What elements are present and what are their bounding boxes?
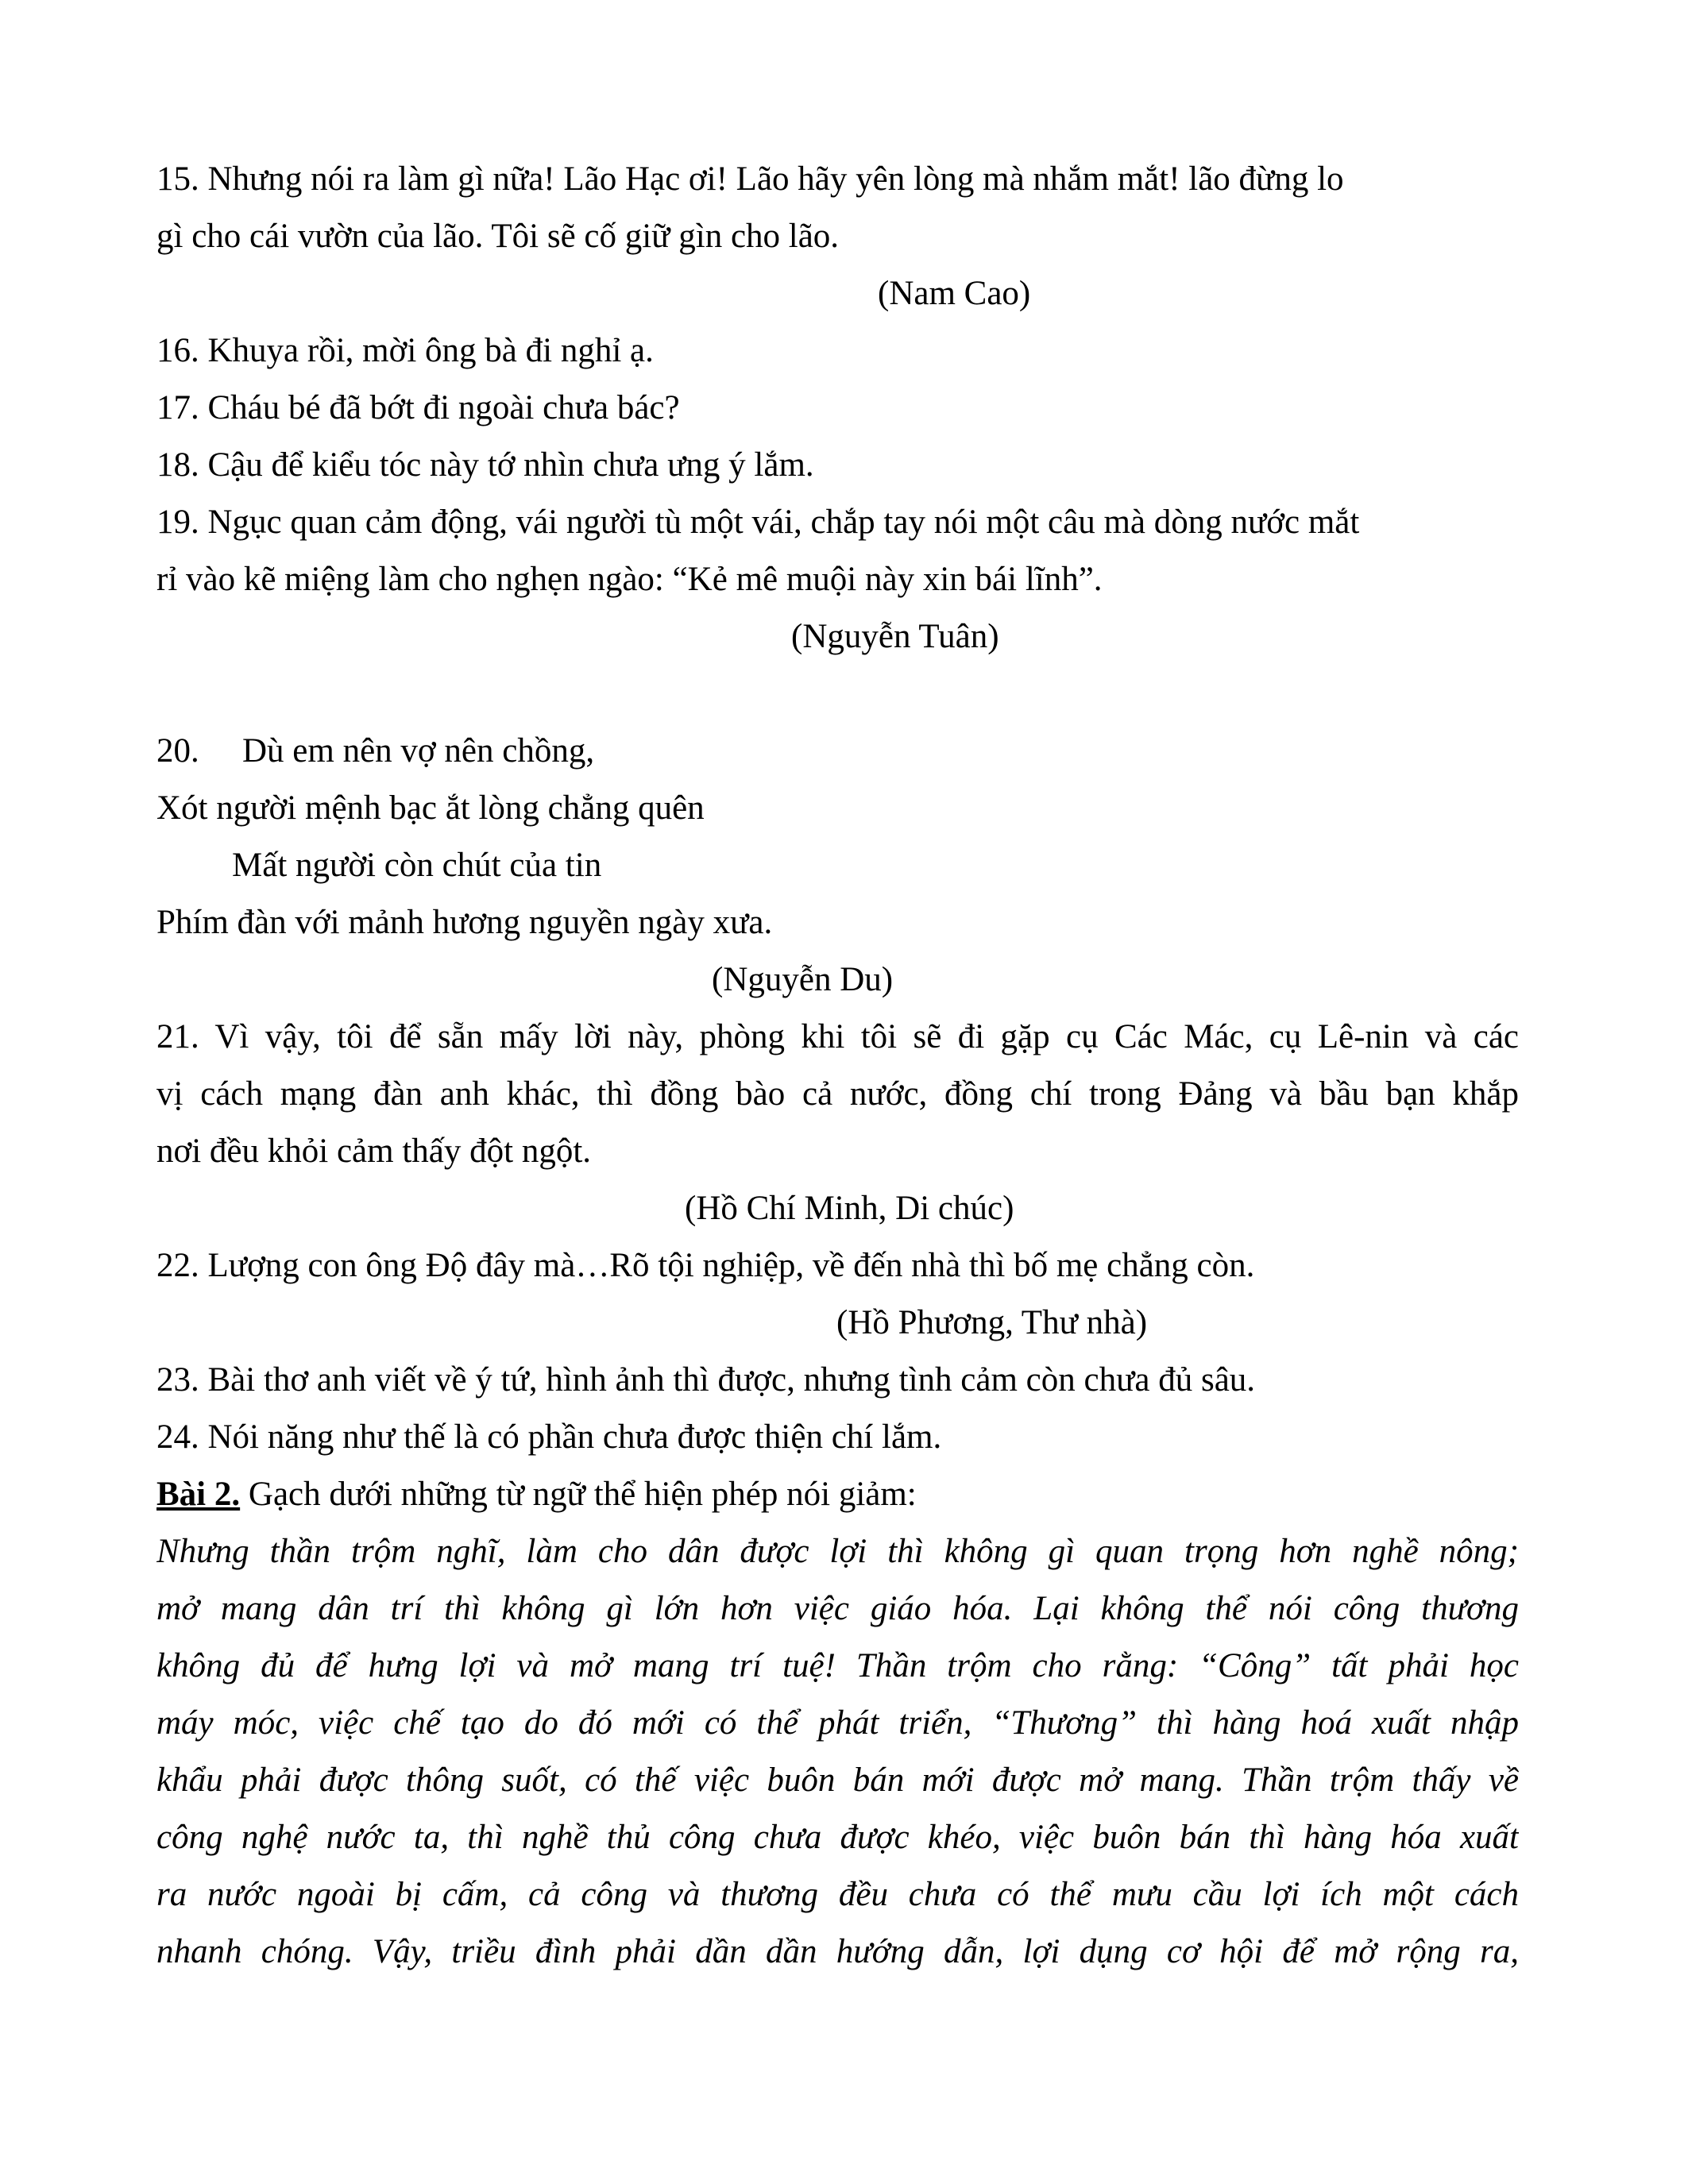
bai-2-instruction: Gạch dưới những từ ngữ thể hiện phép nói giảm: bbox=[248, 1476, 917, 1513]
item-21-line-1: 21. Vì vậy, tôi để sẵn mấy lời này, phòng khi tôi sẽ đi gặp cụ Các Mác, cụ Lê-nin và các bbox=[156, 1018, 1519, 1055]
item-20-number: 20. bbox=[156, 732, 199, 770]
item-21-line-2: vị cách mạng đàn anh khác, thì đồng bào cả nước, đồng chí trong Đảng và bầu bạn khắp bbox=[156, 1075, 1519, 1113]
item-24: 24. Nói năng như thế là có phần chưa được thiện chí lắm. bbox=[156, 1418, 942, 1456]
item-19-source: (Nguyễn Tuân) bbox=[791, 618, 999, 655]
item-16: 16. Khuya rồi, mời ông bà đi nghỉ ạ. bbox=[156, 332, 654, 369]
passage-line: khẩu phải được thông suốt, có thế việc buôn bán mới được mở mang. Thần trộm thấy về bbox=[156, 1761, 1519, 1799]
item-20-verse-4: Phím đàn với mảnh hương nguyền ngày xưa. bbox=[156, 904, 773, 941]
passage-line: công nghệ nước ta, thì nghề thủ công chưa được khéo, việc buôn bán thì hàng hóa xuất bbox=[156, 1819, 1519, 1856]
passage-line: Nhưng thần trộm nghĩ, làm cho dân được lợi thì không gì quan trọng hơn nghề nông; bbox=[156, 1533, 1519, 1570]
item-15-line-1: 15. Nhưng nói ra làm gì nữa! Lão Hạc ơi! Lão hãy yên lòng mà nhắm mắt! lão đừng lo bbox=[156, 160, 1344, 198]
bai-2-heading bbox=[156, 1466, 917, 1523]
item-23: 23. Bài thơ anh viết về ý tứ, hình ảnh thì được, nhưng tình cảm còn chưa đủ sâu. bbox=[156, 1361, 1256, 1399]
passage-line: máy móc, việc chế tạo do đó mới có thể phát triển, “Thương” thì hàng hoá xuất nhập bbox=[156, 1704, 1519, 1742]
item-17: 17. Cháu bé đã bớt đi ngoài chưa bác? bbox=[156, 389, 680, 426]
item-22-line-1: 22. Lượng con ông Độ đây mà…Rõ tội nghiệp, về đến nhà thì bố mẹ chẳng còn. bbox=[156, 1247, 1255, 1284]
passage-line: mở mang dân trí thì không gì lớn hơn việc giáo hóa. Lại không thể nói công thương bbox=[156, 1590, 1519, 1627]
item-18: 18. Cậu để kiểu tóc này tớ nhìn chưa ưng ý lắm. bbox=[156, 446, 814, 484]
item-20-verse-1: Dù em nên vợ nên chồng, bbox=[242, 732, 595, 770]
item-15-source: (Nam Cao) bbox=[878, 275, 1031, 312]
passage-line: không đủ để hưng lợi và mở mang trí tuệ! Thần trộm cho rằng: “Công” tất phải học bbox=[156, 1647, 1519, 1684]
passage-line: nhanh chóng. Vậy, triều đình phải dần dần hướng dẫn, lợi dụng cơ hội để mở rộng ra, bbox=[156, 1933, 1519, 1970]
item-20-verse-3: Mất người còn chút của tin bbox=[232, 847, 602, 884]
item-21-source: (Hồ Chí Minh, Di chúc) bbox=[685, 1190, 1014, 1227]
item-21-line-3: nơi đều khỏi cảm thấy đột ngột. bbox=[156, 1133, 592, 1170]
bai-2-label: Bài 2. bbox=[156, 1476, 241, 1513]
item-19-line-1: 19. Ngục quan cảm động, vái người tù một vái, chắp tay nói một câu mà dòng nước mắt bbox=[156, 504, 1360, 541]
item-20-source: (Nguyễn Du) bbox=[712, 961, 894, 998]
item-19-line-2: rỉ vào kẽ miệng làm cho nghẹn ngào: “Kẻ mê muội này xin bái lĩnh”. bbox=[156, 561, 1103, 598]
item-15-line-2: gì cho cái vườn của lão. Tôi sẽ cố giữ gìn cho lão. bbox=[156, 218, 840, 255]
item-20-verse-2: Xót người mệnh bạc ắt lòng chẳng quên bbox=[156, 789, 705, 827]
passage-line: ra nước ngoài bị cấm, cả công và thương đều chưa có thể mưu cầu lợi ích một cách bbox=[156, 1876, 1519, 1913]
item-22-source: (Hồ Phương, Thư nhà) bbox=[836, 1304, 1148, 1341]
